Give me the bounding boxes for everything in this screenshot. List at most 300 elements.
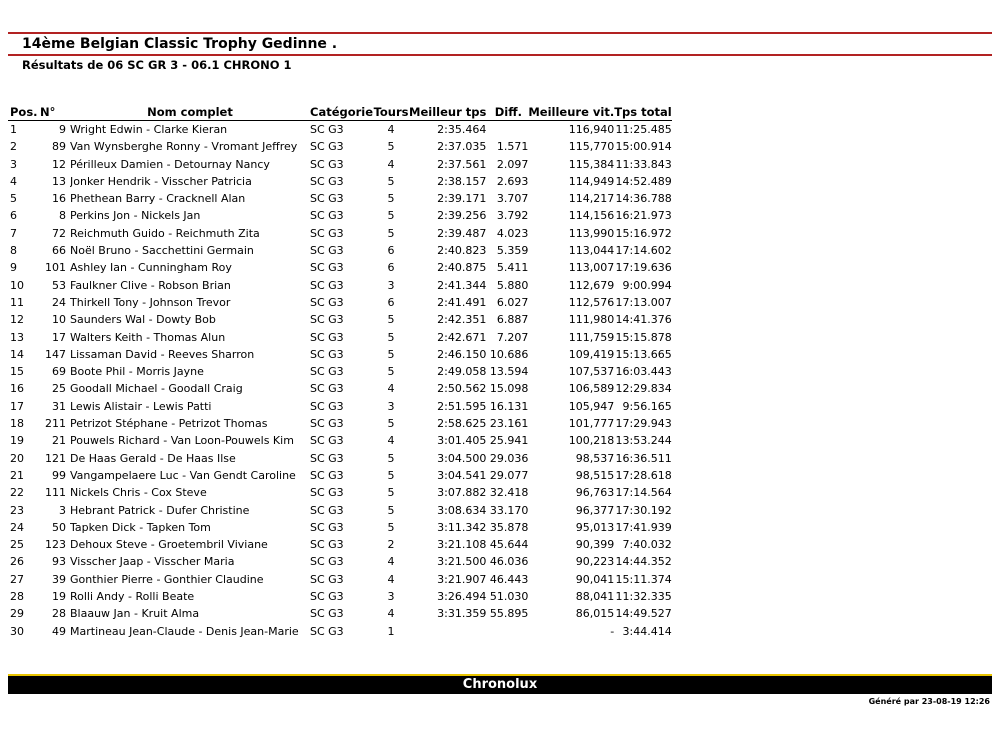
cell-tours: 5 [387,468,395,482]
cell-best-time: 2:35.464 [437,123,487,136]
cell-total-time: 17:28.618 [615,468,672,482]
cell-category: SC G3 [310,538,344,552]
cell-pos: 18 [10,417,24,431]
cell-best-speed: 98,537 [575,451,615,465]
cell-pos: 12 [10,313,24,327]
cell-name: Perkins Jon - Nickels Jan [70,209,201,223]
cell-num: 28 [52,607,66,621]
cell-total-time: 14:36.788 [615,192,672,206]
cell-total-time: 17:30.192 [615,503,672,517]
cell-category: SC G3 [310,451,344,465]
cell-diff: 1.571 [496,140,529,154]
cell-total-time: 3:44.414 [622,624,672,638]
cell-tours: 4 [387,572,395,586]
cell-category: SC G3 [310,607,344,621]
cell-pos: 3 [10,157,17,171]
table-row [8,259,672,276]
cell-best-time: 2:40.823 [437,244,487,258]
cell-category: SC G3 [310,399,344,413]
cell-tours: 3 [387,278,395,292]
table-row [8,156,672,173]
cell-total-time: 17:14.564 [615,486,672,500]
cell-pos: 24 [10,520,24,534]
cell-best-time: 2:49.058 [437,365,487,379]
cell-best-speed: 101,777 [568,417,615,431]
cell-num: 39 [52,572,66,586]
cell-best-time: 3:08.634 [437,503,487,517]
cell-num: 19 [52,590,66,604]
cell-best-time: 2:42.351 [437,313,487,327]
cell-name: Vangampelaere Luc - Van Gendt Caroline [70,468,296,482]
cell-best-speed: 90,399 [575,538,615,552]
cell-tours: 1 [387,624,395,638]
cell-diff: 15.098 [489,382,529,396]
table-row [8,242,672,259]
cell-best-speed: 113,007 [568,261,615,275]
cell-total-time: 14:44.352 [615,555,672,569]
cell-pos: 22 [10,486,24,500]
cell-name: Van Wynsberghe Ronny - Vromant Jeffrey [70,140,298,154]
cell-diff: 2.693 [496,174,529,188]
table-row [8,346,672,363]
cell-best-speed: 96,763 [575,486,615,500]
cell-num: 13 [52,174,66,188]
cell-best-speed: 111,759 [568,330,615,344]
cell-name: Nickels Chris - Cox Steve [70,486,207,500]
cell-diff: 16.131 [489,399,529,413]
table-row [8,329,672,346]
cell-name: Noël Bruno - Sacchettini Germain [70,244,254,258]
cell-num: 17 [52,330,66,344]
cell-best-speed: 95,013 [575,520,615,534]
cell-total-time: 15:11.374 [615,572,672,586]
cell-best-time: 2:41.491 [437,295,487,309]
cell-diff: 2.097 [496,157,529,171]
cell-num: 123 [45,538,66,552]
cell-name: Saunders Wal - Dowty Bob [70,313,216,327]
cell-best-speed: 111,980 [568,313,615,327]
cell-tours: 5 [387,313,395,327]
cell-pos: 17 [10,399,24,413]
cell-pos: 29 [10,607,24,621]
cell-best-time: 2:51.595 [437,399,487,413]
col-header-pos: Pos. [8,104,40,121]
table-row [8,484,672,501]
table-row [8,225,672,242]
cell-category: SC G3 [310,520,344,534]
cell-category: SC G3 [310,503,344,517]
cell-tours: 4 [387,123,395,136]
cell-pos: 5 [10,192,17,206]
table-row [8,571,672,588]
cell-pos: 25 [10,538,24,552]
table-row [8,415,672,432]
cell-diff: 4.023 [496,226,529,240]
cell-num: 111 [45,486,66,500]
cell-category: SC G3 [310,434,344,448]
cell-name: Jonker Hendrik - Visscher Patricia [70,174,252,188]
cell-best-time: 3:11.342 [437,520,487,534]
cell-diff: 5.359 [496,244,529,258]
cell-best-speed: 112,576 [568,295,615,309]
table-row [8,467,672,484]
cell-num: 99 [52,468,66,482]
cell-pos: 30 [10,624,24,638]
cell-best-time: 3:07.882 [437,486,487,500]
cell-tours: 5 [387,330,395,344]
cell-tours: 6 [387,244,395,258]
table-row [8,605,672,622]
table-row [8,553,672,570]
cell-num: 25 [52,382,66,396]
cell-best-speed: 88,041 [575,590,615,604]
cell-diff: 3.707 [496,192,529,206]
cell-num: 8 [59,209,66,223]
cell-total-time: 16:36.511 [615,451,672,465]
cell-diff: 10.686 [489,347,529,361]
cell-pos: 9 [10,261,17,275]
cell-best-time: 3:31.359 [437,607,487,621]
cell-best-time: 3:21.500 [437,555,487,569]
cell-category: SC G3 [310,555,344,569]
cell-pos: 11 [10,295,24,309]
cell-name: Gonthier Pierre - Gonthier Claudine [70,572,264,586]
generated-timestamp: Généré par 23-08-19 12:26 [868,697,990,706]
cell-best-time: 2:41.344 [437,278,487,292]
cell-best-speed: 114,156 [568,209,615,223]
cell-pos: 27 [10,572,24,586]
cell-num: 69 [52,365,66,379]
cell-diff: 46.036 [489,555,529,569]
footer-brand: Chronolux [462,677,538,692]
cell-pos: 6 [10,209,17,223]
cell-name: Dehoux Steve - Groetembril Viviane [70,538,268,552]
cell-best-speed: 90,041 [575,572,615,586]
cell-num: 10 [52,313,66,327]
cell-category: SC G3 [310,226,344,240]
cell-tours: 5 [387,417,395,431]
cell-tours: 5 [387,174,395,188]
cell-pos: 10 [10,278,24,292]
footer-band [8,674,992,694]
cell-category: SC G3 [310,244,344,258]
cell-pos: 8 [10,244,17,258]
cell-best-speed: 109,419 [568,347,615,361]
table-row [8,623,672,640]
cell-tours: 3 [387,399,395,413]
page-title: 14ème Belgian Classic Trophy Gedinne . [22,36,338,52]
cell-category: SC G3 [310,590,344,604]
cell-total-time: 14:49.527 [615,607,672,621]
table-row [8,138,672,155]
cell-diff: 5.880 [496,278,529,292]
results-body [8,121,672,640]
cell-total-time: 11:32.335 [615,590,672,604]
cell-best-time: 2:39.256 [437,209,487,223]
cell-tours: 4 [387,434,395,448]
cell-pos: 23 [10,503,24,517]
cell-name: Pouwels Richard - Van Loon-Pouwels Kim [70,434,294,448]
cell-best-speed: 90,223 [575,555,615,569]
cell-tours: 5 [387,192,395,206]
cell-category: SC G3 [310,192,344,206]
cell-category: SC G3 [310,347,344,361]
cell-name: Boote Phil - Morris Jayne [70,365,204,379]
cell-category: SC G3 [310,417,344,431]
table-row [8,380,672,397]
table-row [8,207,672,224]
cell-total-time: 17:41.939 [615,520,672,534]
cell-name: Faulkner Clive - Robson Brian [70,278,231,292]
cell-pos: 16 [10,382,24,396]
cell-total-time: 15:00.914 [615,140,672,154]
cell-total-time: 9:56.165 [622,399,672,413]
cell-best-time: 2:39.487 [437,226,487,240]
cell-category: SC G3 [310,624,344,638]
cell-diff: 5.411 [496,261,529,275]
cell-tours: 4 [387,382,395,396]
cell-num: 89 [52,140,66,154]
cell-num: 93 [52,555,66,569]
cell-best-speed: 115,770 [568,140,615,154]
table-row [8,432,672,449]
cell-tours: 5 [387,209,395,223]
cell-name: De Haas Gerald - De Haas Ilse [70,451,236,465]
cell-best-speed: 86,015 [575,607,615,621]
cell-best-speed: 105,947 [568,399,615,413]
cell-tours: 5 [387,347,395,361]
cell-total-time: 15:15.878 [615,330,672,344]
col-header-best-time: Meilleur tps [409,105,487,119]
cell-diff: 7.207 [496,330,529,344]
table-row [8,311,672,328]
cell-best-time: 2:50.562 [437,382,487,396]
cell-pos: 19 [10,434,24,448]
cell-best-time: 2:46.150 [437,347,487,361]
results-table [8,104,672,640]
cell-best-speed: 96,377 [575,503,615,517]
cell-num: 101 [45,261,66,275]
cell-pos: 21 [10,468,24,482]
table-row [8,173,672,190]
cell-tours: 5 [387,365,395,379]
cell-category: SC G3 [310,365,344,379]
table-row [8,190,672,207]
cell-tours: 2 [387,538,395,552]
table-row [8,519,672,536]
cell-best-time [409,623,488,640]
cell-total-time: 11:33.843 [615,157,672,171]
cell-pos: 20 [10,451,24,465]
cell-num: 50 [52,520,66,534]
cell-diff: 55.895 [489,607,529,621]
cell-total-time: 15:13.665 [615,347,672,361]
cell-category: SC G3 [310,468,344,482]
cell-tours: 5 [387,503,395,517]
cell-category: SC G3 [310,261,344,275]
cell-total-time: 11:25.485 [615,123,672,136]
header-top-rule [8,32,992,34]
cell-num: 24 [52,295,66,309]
table-row [8,536,672,553]
cell-total-time: 17:14.602 [615,244,672,258]
cell-best-time: 3:21.108 [437,538,487,552]
page-subtitle: Résultats de 06 SC GR 3 - 06.1 CHRONO 1 [22,58,292,72]
cell-total-time: 17:13.007 [615,295,672,309]
cell-name: Périlleux Damien - Detournay Nancy [70,157,270,171]
cell-diff: 6.887 [496,313,529,327]
cell-category: SC G3 [310,313,344,327]
cell-best-time: 2:42.671 [437,330,487,344]
cell-category: SC G3 [310,157,344,171]
cell-name: Phethean Barry - Cracknell Alan [70,192,246,206]
cell-diff: 23.161 [489,417,529,431]
cell-tours: 5 [387,451,395,465]
cell-best-speed: 116,940 [568,123,615,136]
cell-diff: 51.030 [489,590,529,604]
header-bottom-rule [8,54,992,56]
cell-diff: 46.443 [489,572,529,586]
cell-category: SC G3 [310,278,344,292]
cell-num: 12 [52,157,66,171]
cell-pos: 2 [10,140,17,154]
cell-best-time: 2:37.035 [437,140,487,154]
table-header-row [8,104,672,121]
cell-best-speed: 107,537 [568,365,615,379]
cell-best-speed: - [610,624,615,638]
cell-total-time: 17:29.943 [615,417,672,431]
cell-best-time: 3:21.907 [437,572,487,586]
cell-best-speed: 100,218 [568,434,615,448]
table-row [8,450,672,467]
cell-pos: 4 [10,174,17,188]
cell-num: 211 [45,417,66,431]
table-row [8,121,672,139]
cell-tours: 5 [387,520,395,534]
cell-tours: 3 [387,590,395,604]
cell-category: SC G3 [310,382,344,396]
cell-num: 9 [59,123,66,136]
cell-total-time: 9:00.994 [622,278,672,292]
cell-best-time: 3:04.500 [437,451,487,465]
table-row [8,502,672,519]
cell-tours: 5 [387,486,395,500]
col-header-category: Catégorie [310,105,374,119]
cell-total-time: 17:19.636 [615,261,672,275]
cell-best-speed: 113,044 [568,244,615,258]
cell-total-time: 7:40.032 [622,538,672,552]
cell-total-time: 16:03.443 [615,365,672,379]
cell-pos: 13 [10,330,24,344]
cell-category: SC G3 [310,486,344,500]
cell-best-time: 2:39.171 [437,192,487,206]
cell-pos: 1 [10,123,17,136]
cell-pos: 15 [10,365,24,379]
cell-total-time: 14:52.489 [615,174,672,188]
cell-category: SC G3 [310,140,344,154]
cell-tours: 5 [387,226,395,240]
cell-tours: 4 [387,157,395,171]
cell-num: 21 [52,434,66,448]
cell-total-time: 16:21.973 [615,209,672,223]
cell-tours: 6 [387,261,395,275]
cell-name: Wright Edwin - Clarke Kieran [70,123,228,136]
cell-best-time: 3:26.494 [437,590,487,604]
cell-best-time: 2:40.875 [437,261,487,275]
cell-name: Hebrant Patrick - Dufer Christine [70,503,250,517]
cell-num: 31 [52,399,66,413]
cell-tours: 6 [387,295,395,309]
table-row [8,398,672,415]
cell-name: Thirkell Tony - Johnson Trevor [70,295,231,309]
cell-best-time: 3:04.541 [437,468,487,482]
cell-num: 72 [52,226,66,240]
cell-diff [488,623,528,640]
cell-name: Ashley Ian - Cunningham Roy [70,261,232,275]
col-header-best-speed: Meilleure vit. [528,105,615,119]
table-row [8,277,672,294]
cell-category: SC G3 [310,209,344,223]
cell-best-speed: 112,679 [568,278,615,292]
table-row [8,588,672,605]
cell-best-time: 2:38.157 [437,174,487,188]
col-header-total-time: Tps total [614,105,672,119]
cell-diff: 25.941 [489,434,529,448]
cell-diff: 29.036 [489,451,529,465]
cell-pos: 7 [10,226,17,240]
cell-tours: 5 [387,140,395,154]
cell-best-speed: 115,384 [568,157,615,171]
cell-diff [488,121,528,139]
cell-best-time: 2:58.625 [437,417,487,431]
col-header-tours: Tours [373,105,409,119]
table-row [8,363,672,380]
cell-best-speed: 106,589 [568,382,615,396]
cell-name: Goodall Michael - Goodall Craig [70,382,243,396]
cell-num: 66 [52,244,66,258]
cell-name: Martineau Jean-Claude - Denis Jean-Marie [70,624,299,638]
cell-best-speed: 114,949 [568,174,615,188]
cell-category: SC G3 [310,174,344,188]
cell-num: 49 [52,624,66,638]
cell-num: 3 [59,503,66,517]
cell-best-time: 2:37.561 [437,157,487,171]
cell-pos: 28 [10,590,24,604]
cell-diff: 6.027 [496,295,529,309]
cell-name: Lissaman David - Reeves Sharron [70,347,255,361]
col-header-name: Nom complet [70,104,310,121]
cell-diff: 3.792 [496,209,529,223]
cell-name: Petrizot Stéphane - Petrizot Thomas [70,417,268,431]
table-row [8,294,672,311]
cell-best-speed: 114,217 [568,192,615,206]
cell-num: 121 [45,451,66,465]
cell-best-speed: 113,990 [568,226,615,240]
cell-name: Rolli Andy - Rolli Beate [70,590,195,604]
cell-category: SC G3 [310,572,344,586]
cell-num: 16 [52,192,66,206]
cell-best-speed: 98,515 [575,468,615,482]
cell-pos: 14 [10,347,24,361]
cell-diff: 45.644 [489,538,529,552]
cell-total-time: 15:16.972 [615,226,672,240]
cell-total-time: 12:29.834 [615,382,672,396]
cell-category: SC G3 [310,330,344,344]
cell-pos: 26 [10,555,24,569]
cell-num: 147 [45,347,66,361]
cell-diff: 35.878 [489,520,529,534]
cell-name: Lewis Alistair - Lewis Patti [70,399,212,413]
